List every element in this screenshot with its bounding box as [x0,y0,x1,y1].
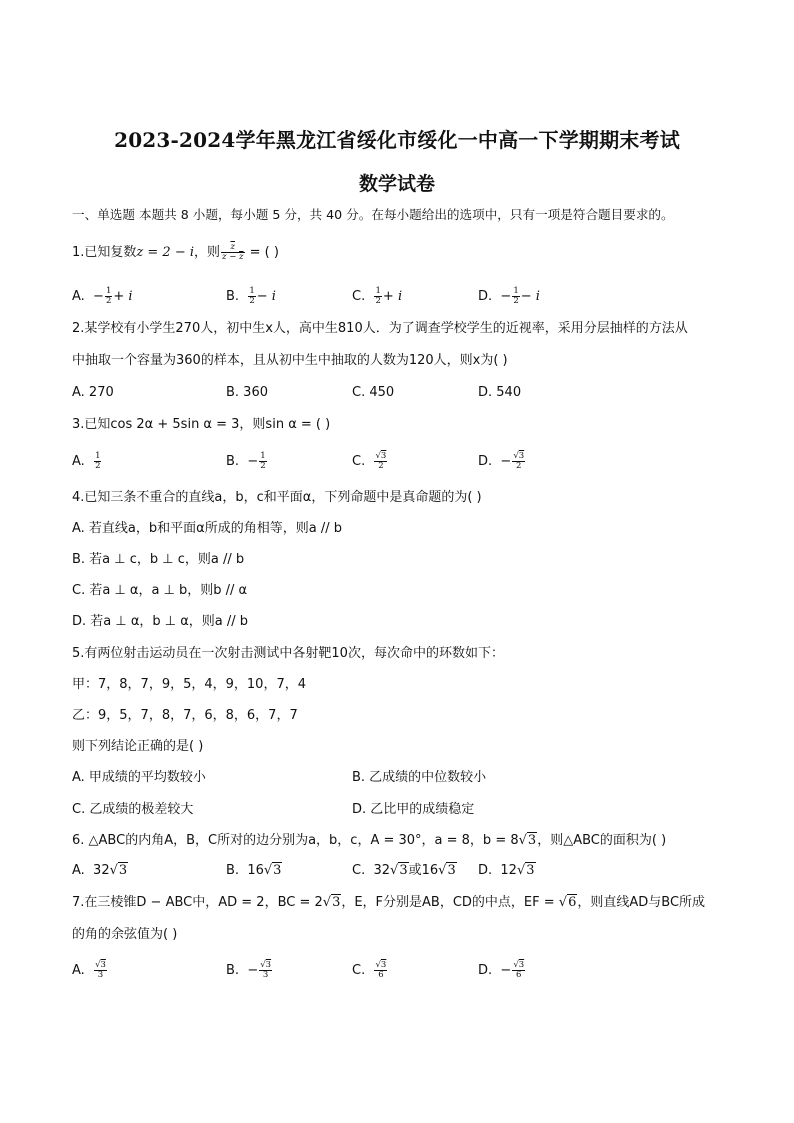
q5-option-c: C. 乙成绩的极差较大 [72,802,194,817]
q1-given: z = 2 − i [136,245,194,260]
q2-option-a: A. 270 [72,385,114,400]
q6-text-a: 6. △ABC的内角A，B，C所对的边分别为a，b，c，A = 30°，a = 8，b = 8 [72,833,519,848]
q1-mid: ，则 [194,245,221,260]
q7-option-a: A. $\frac{√3}{3}$ [72,960,106,980]
q3-option-c: C. $\frac{√3}{2}$ [352,451,387,471]
q4-option-c: C. 若a ⊥ α，a ⊥ b，则b // α [72,583,248,598]
q6-option-c: C. 32√3或16√3 [352,863,456,878]
exam-title: 2023-2024学年黑龙江省绥化市绥化一中高一下学期期末考试 [114,128,680,152]
section-heading: 一、单选题 本题共 8 小题，每小题 5 分，共 40 分。在每小题给出的选项中，只有一项是符合题目要求的。 [72,207,674,222]
q1-option-c: C. $\frac{1}{2}$ + i [352,286,403,306]
q5-option-b: B. 乙成绩的中位数较小 [352,770,487,785]
question-5: 5.有两位射击运动员在一次射击测试中各射靶10次，每次命中的环数如下： [72,646,504,661]
q7-option-d: D. − $\frac{√3}{6}$ [478,960,525,980]
q5-option-d: D. 乙比甲的成绩稳定 [352,802,475,817]
q2-option-d: D. 540 [478,385,522,400]
q2-option-b: B. 360 [226,385,268,400]
q4-option-d: D. 若a ⊥ α，b ⊥ α，则a // b [72,614,249,629]
q5-prompt: 则下列结论正确的是( ) [72,739,204,754]
question-7-line-1: 7.在三棱锥D − ABC中，AD = 2，BC = 2√3，E，F分别是AB，CD的中点，EF = √6，则直线AD与BC所成 [72,895,706,910]
q6-sqrt: √3 [518,833,537,848]
exam-subtitle: 数学试卷 [358,173,435,195]
question-2-line-1: 2.某学校有小学生270人，初中生x人，高中生810人．为了调查学校学生的近视率，采用分层抽样的方法从 [72,321,688,336]
q5-option-a: A. 甲成绩的平均数较小 [72,770,206,785]
question-6 [72,832,666,850]
q5-yi-scores: 乙：9，5，7，8，7，6，8，6，7，7 [72,708,298,723]
q7-line1-a: 7.在三棱锥D − ABC中，AD = 2，BC = 2 [72,895,323,910]
q1-tail: = ( ) [245,245,279,260]
q4-option-a: A. 若直线a，b和平面α所成的角相等，则a // b [72,521,342,536]
q6-option-d: D. 12√3 [478,863,535,878]
question-1 [72,243,279,262]
question-7-line-2: 的角的余弦值为( ) [72,927,178,942]
q6-option-b: B. 16√3 [226,863,282,878]
q1-prefix: 1.已知复数 [72,245,137,260]
question-4: 4.已知三条不重合的直线a，b，c和平面α，下列命题中是真命题的为( ) [72,490,482,505]
question-3: 3.已知cos 2α + 5sin α = 3，则sin α = ( ) [72,417,331,432]
q1-option-b: B. $\frac{1}{2}$ − i [226,286,276,306]
q3-option-b: B. − $\frac{1}{2}$ [226,451,266,471]
q3-option-a: A. $\frac{1}{2}$ [72,451,101,471]
q4-option-b: B. 若a ⊥ c，b ⊥ c，则a // b [72,552,245,567]
q1-fraction: $\frac{\overline{z}}{z - \overline{z}}$ [222,242,244,262]
q6-text-b: ，则△ABC的面积为( ) [537,833,667,848]
q1-option-d: D. − $\frac{1}{2}$ − i [478,286,540,306]
q6-option-a: A. 32√3 [72,863,128,878]
q7-line1-b: ，E，F分别是AB，CD的中点，EF = [341,895,559,910]
q7-option-c: C. $\frac{√3}{6}$ [352,960,387,980]
q5-jia-scores: 甲：7，8，7，9，5，4，9，10，7，4 [72,677,306,692]
q7-line1-c: ，则直线AD与BC所成 [577,895,706,910]
question-2-line-2: 中抽取一个容量为360的样本，且从初中生中抽取的人数为120人，则x为( ) [72,353,508,368]
q7-option-b: B. − $\frac{√3}{3}$ [226,960,272,980]
q1-option-a: A. − $\frac{1}{2}$ + i [72,286,133,306]
q3-option-d: D. − $\frac{√3}{2}$ [478,451,525,471]
q2-option-c: C. 450 [352,385,395,400]
